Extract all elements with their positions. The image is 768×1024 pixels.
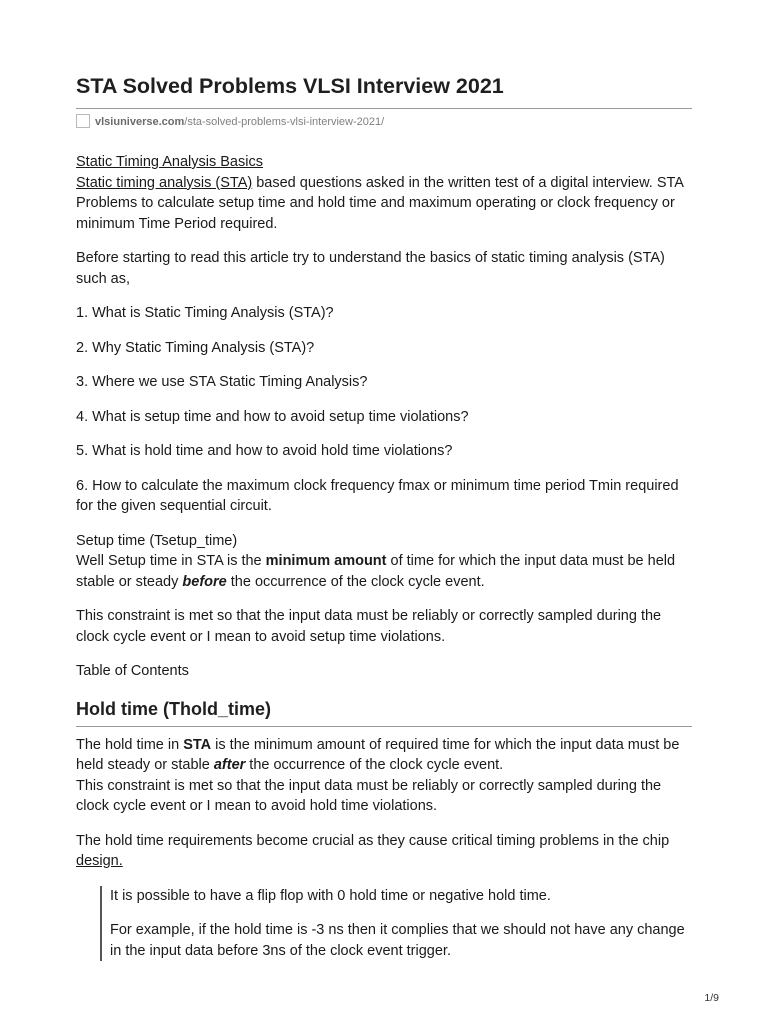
table-of-contents-label[interactable]: Table of Contents: [76, 663, 189, 679]
hold-requirements-paragraph: The hold time requirements become crucial as they cause critical timing problems in the chip design.: [76, 832, 670, 869]
hold-time-heading: Hold time (Thold_time): [76, 698, 271, 719]
setup-constraint-paragraph: This constraint is met so that the input data must be reliably or correctly sampled during the clock cycle event or I mean to avoid setup time violations.: [76, 608, 662, 645]
before-paragraph: Before starting to read this article try to understand the basics of static timing analysis (STA) such as,: [76, 250, 665, 287]
hold-emphasis: after: [213, 757, 246, 773]
page-title: STA Solved Problems VLSI Interview 2021: [76, 74, 504, 98]
intro-text: based questions asked in the written test of a digital interview. STA Problems to calculate setup time and hold time and maximum operating or clock frequency or minimum Time Period required.: [76, 174, 684, 232]
intro-paragraph: [76, 152, 692, 234]
sta-basics-link[interactable]: Static Timing Analysis Basics: [76, 154, 263, 170]
source-url[interactable]: [76, 114, 384, 128]
question-5: 5. What is hold time and how to avoid hold time violations?: [76, 443, 453, 459]
quote-paragraph-1: It is possible to have a flip flop with 0 hold time or negative hold time.: [110, 887, 551, 904]
question-6: 6. How to calculate the maximum clock frequency fmax or minimum time period Tmin required for the given sequential circuit.: [76, 477, 679, 514]
hold-time-quote: [100, 886, 692, 962]
quote-paragraph-2: For example, if the hold time is -3 ns then it complies that we should not have any change in the input data before 3ns of the clock event trigger.: [110, 922, 685, 959]
setup-paragraph: Setup time (Tsetup_time) Well Setup time in STA is the minimum amount of time for which the input data must be held stable or steady before the occurrence of the clock cycle event.: [76, 532, 676, 590]
hold-paragraph: The hold time in STA is the minimum amount of required time for which the input data must be held steady or stable after the occurrence of the clock cycle event. This constraint is met so that the input data must be reliably or correctly sampled during the clock cycle event or I mean to avoid hold time violations.: [76, 736, 680, 814]
question-3: 3. Where we use STA Static Timing Analysis?: [76, 374, 368, 390]
sta-link[interactable]: Static timing analysis (STA): [76, 174, 253, 191]
page-number: 1/9: [704, 992, 719, 1004]
setup-bold: minimum amount: [265, 553, 387, 569]
title-divider: [76, 108, 692, 109]
question-4: 4. What is setup time and how to avoid setup time violations?: [76, 408, 469, 425]
question-1: 1. What is Static Timing Analysis (STA)?: [76, 305, 334, 321]
hold-heading-divider: [76, 726, 692, 727]
setup-label: Setup time (Tsetup_time): [76, 532, 238, 549]
setup-emphasis: before: [182, 573, 227, 590]
article-body: [76, 152, 692, 961]
question-2: 2. Why Static Timing Analysis (STA)?: [76, 339, 315, 356]
source-path[interactable]: /sta-solved-problems-vlsi-interview-2021/: [184, 116, 385, 128]
favicon-placeholder-icon: [76, 114, 90, 128]
hold-bold: STA: [183, 736, 212, 753]
design-link[interactable]: design.: [76, 853, 123, 869]
source-domain[interactable]: vlsiuniverse.com: [95, 116, 185, 128]
